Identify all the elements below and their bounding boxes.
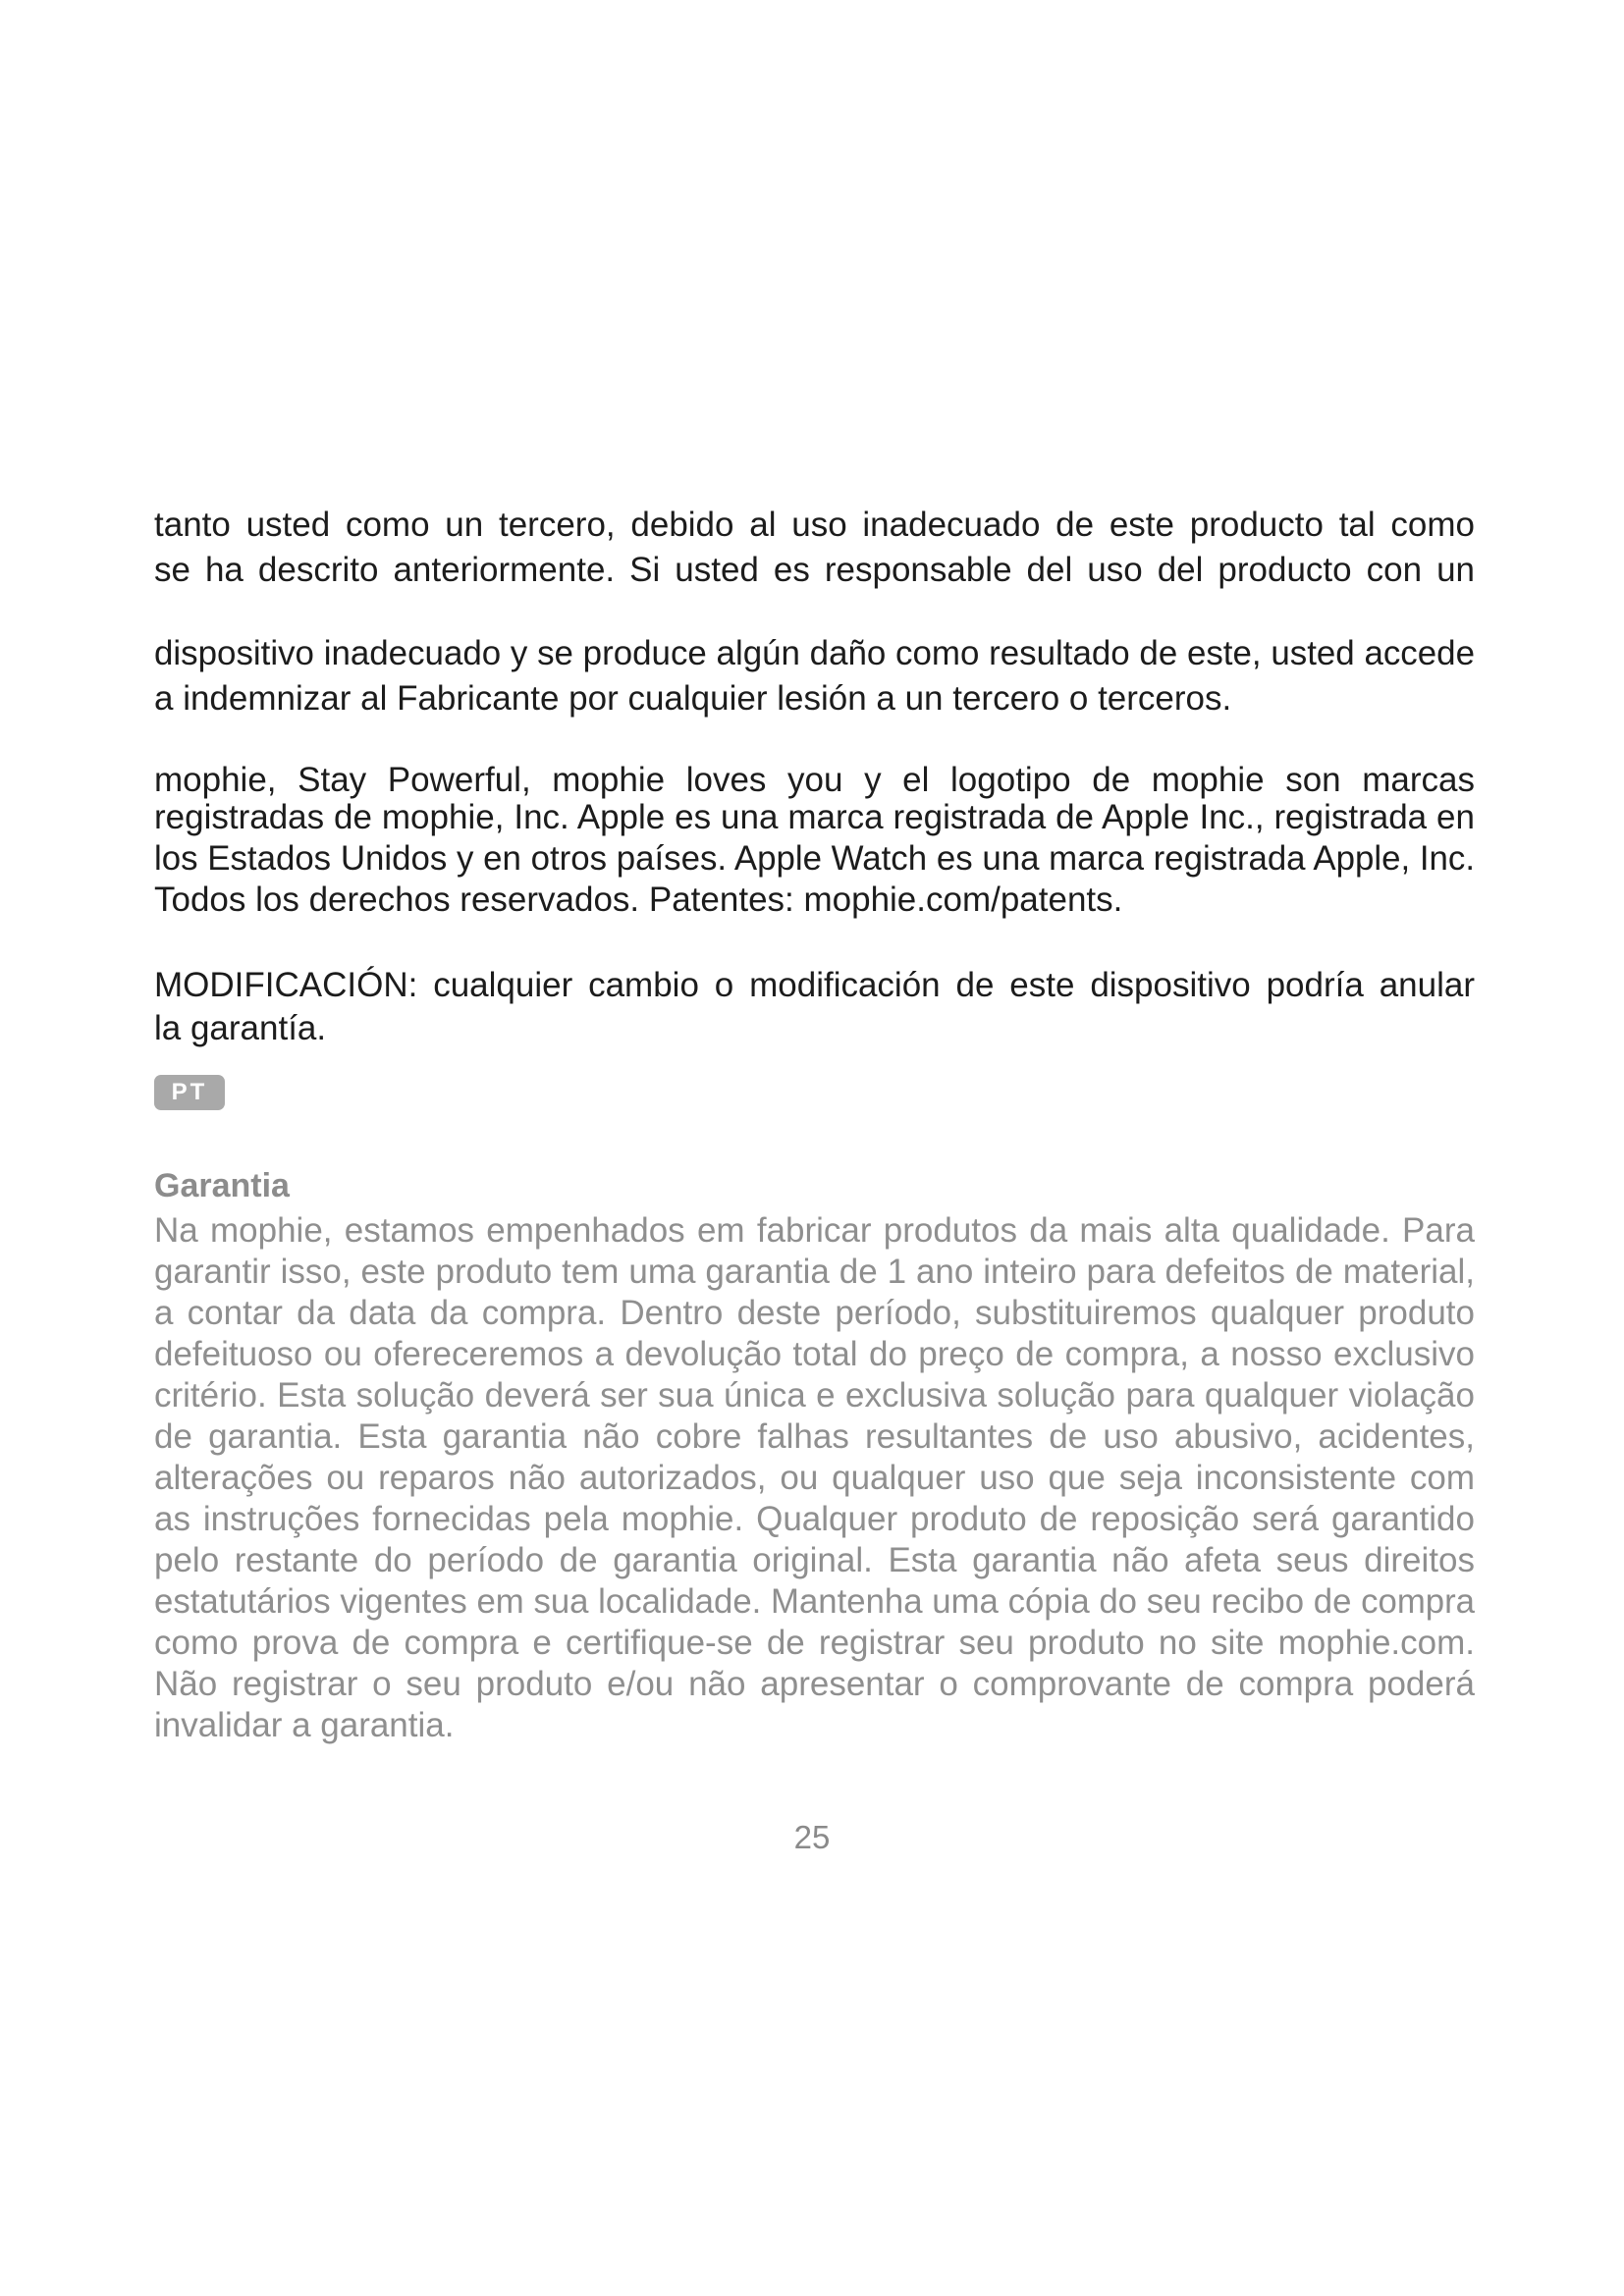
es-paragraph-modification — [154, 964, 1475, 1050]
text-line: registradas de mophie, Inc. Apple es una marca registrada de Apple Inc., registrada en — [154, 799, 1475, 836]
text-line: a indemnizar al Fabricante por cualquier lesión a un tercero o terceros. — [154, 679, 1232, 718]
text-line: Não registrar o seu produto e/ou não apresentar o comprovante de compra poderá — [154, 1665, 1475, 1703]
es-paragraph-indemnify — [154, 631, 1475, 721]
text-line: dispositivo inadecuado y se produce algún daño como resultado de este, usted accede — [154, 634, 1475, 672]
text-line: Todos los derechos reservados. Patentes: mophie.com/patents. — [154, 881, 1123, 919]
text-line: Na mophie, estamos empenhados em fabricar produtos da mais alta qualidade. Para — [154, 1211, 1475, 1250]
section-heading-garantia: Garantia — [154, 1167, 290, 1204]
text-line: alterações ou reparos não autorizados, ou qualquer uso que seja inconsistente com — [154, 1459, 1475, 1497]
text-line: como prova de compra e certifique-se de registrar seu produto no site mophie.com. — [154, 1624, 1475, 1662]
text-line: de garantia. Esta garantia não cobre falhas resultantes de uso abusivo, acidentes, — [154, 1417, 1475, 1456]
text-line: los Estados Unidos y en otros países. Apple Watch es una marca registrada Apple, Inc. — [154, 839, 1475, 878]
language-badge-pt: PT — [154, 1075, 225, 1110]
text-line: se ha descrito anteriormente. Si usted es responsable del uso del producto con un — [154, 551, 1475, 589]
text-line: tanto usted como un tercero, debido al uso inadecuado de este producto tal como — [154, 506, 1475, 544]
text-line: MODIFICACIÓN: cualquier cambio o modificación de este dispositivo podría anular — [154, 966, 1475, 1004]
text-line: la garantía. — [154, 1009, 327, 1047]
text-line: estatutários vigentes em sua localidade. Mantenha uma cópia do seu recibo de compra — [154, 1583, 1475, 1621]
text-line: critério. Esta solução deverá ser sua única e exclusiva solução para qualquer violação — [154, 1376, 1475, 1415]
es-paragraph-trademarks — [154, 762, 1475, 919]
text-line: mophie, Stay Powerful, mophie loves you y el logotipo de mophie son marcas — [154, 762, 1475, 799]
text-line: invalidar a garantia. — [154, 1706, 455, 1744]
page-number: 25 — [793, 1819, 831, 1855]
text-line: defeituoso ou ofereceremos a devolução total do preço de compra, a nosso exclusivo — [154, 1335, 1475, 1373]
text-line: a contar da data da compra. Dentro deste período, substituiremos qualquer produto — [154, 1294, 1475, 1332]
text-line: pelo restante do período de garantia original. Esta garantia não afeta seus direitos — [154, 1541, 1475, 1579]
es-paragraph-liability — [154, 503, 1475, 593]
pt-paragraph-warranty — [154, 1210, 1475, 1746]
text-line: as instruções fornecidas pela mophie. Qualquer produto de reposição será garantido — [154, 1500, 1475, 1538]
text-line: garantir isso, este produto tem uma garantia de 1 ano inteiro para defeitos de material, — [154, 1253, 1475, 1291]
